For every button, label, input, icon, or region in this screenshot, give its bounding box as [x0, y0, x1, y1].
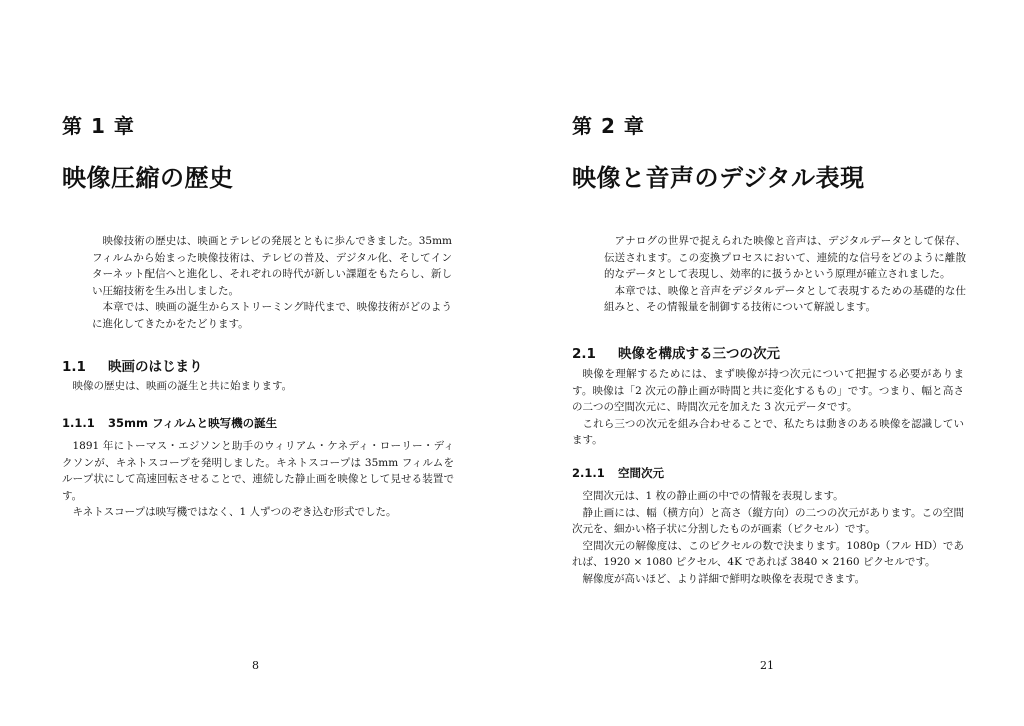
- subsection-body: [572, 488, 964, 587]
- section-number: 2.1: [572, 346, 596, 362]
- body-paragraph: 空間次元は、1 枚の静止画の中での情報を表現します。: [582, 490, 844, 502]
- section-title: 映画のはじまり: [108, 359, 203, 375]
- section-title: 映像を構成する三つの次元: [618, 346, 780, 362]
- abstract-paragraph: 本章では、映像と音声をデジタルデータとして表現するための基礎的な仕組みと、その情報量を制御する技術について解説します。: [604, 284, 966, 313]
- chapter-label: 第 1 章: [62, 114, 135, 138]
- body-paragraph: 映像の歴史は、映画の誕生と共に始まります。: [72, 380, 293, 392]
- chapter-abstract: [604, 233, 966, 316]
- section-heading: [62, 355, 203, 375]
- section-number: 1.1: [62, 359, 86, 375]
- body-paragraph: 解像度が高いほど、より詳細で鮮明な映像を表現できます。: [582, 572, 866, 585]
- abstract-paragraph: 映像技術の歴史は、映画とテレビの発展とともに歩んできました。35mm フィルムから始まった映像技術は、テレビの普及、デジタル化、そしてインターネット配信へと進化し、それぞれの時代が新しい課題をもたらし、新しい圧縮技術を生み出しました。: [92, 235, 452, 297]
- subsection-title: 35mm フィルムと映写機の誕生: [108, 416, 278, 430]
- section-heading: [572, 342, 780, 362]
- body-paragraph: キネトスコープは映写機ではなく、1 人ずつのぞき込む形式でした。: [72, 506, 397, 518]
- chapter-label: 第 2 章: [572, 114, 645, 138]
- subsection-number: 1.1.1: [62, 416, 95, 430]
- section-body: [62, 378, 454, 395]
- subsection-body: [62, 438, 454, 521]
- chapter-title: 映像圧縮の歴史: [62, 164, 234, 192]
- subsection-heading: [62, 415, 277, 431]
- right-page: [512, 0, 1024, 726]
- body-paragraph: 1891 年にトーマス・エジソンと助手のウィリアム・ケネディ・ローリー・ディクソンが、キネトスコープを発明しました。キネトスコープは 35mm フィルムをループ状にして高速回転させることで、連続した静止画を映像として見せる装置です。: [62, 440, 454, 502]
- body-paragraph: 映像を理解するためには、まず映像が持つ次元について把握する必要があります。映像は「2 次元の静止画が時間と共に変化するもの」です。つまり、幅と高さの二つの空間次元に、時間次元を加えた 3 次元データです。: [572, 368, 964, 413]
- subsection-heading: [572, 465, 664, 481]
- body-paragraph: これら三つの次元を組み合わせることで、私たちは動きのある映像を認識しています。: [572, 417, 964, 446]
- body-paragraph: 静止画には、幅（横方向）と高さ（縦方向）の二つの次元があります。この空間次元を、細かい格子状に分割したものが画素（ピクセル）です。: [572, 506, 964, 535]
- chapter-title: 映像と音声のデジタル表現: [572, 164, 865, 192]
- section-body: [572, 366, 964, 449]
- subsection-number: 2.1.1: [572, 466, 605, 480]
- chapter-abstract: [92, 233, 452, 332]
- page-number: 8: [252, 659, 259, 672]
- body-paragraph: 空間次元の解像度は、このピクセルの数で決まります。1080p（フル HD）であれば、1920 × 1080 ピクセル、4K であれば 3840 × 2160 ピクセルです。: [572, 539, 964, 568]
- page-number: 21: [760, 659, 774, 672]
- abstract-paragraph: 本章では、映画の誕生からストリーミング時代まで、映像技術がどのように進化してきたかをたどります。: [92, 301, 452, 330]
- subsection-title: 空間次元: [618, 466, 664, 480]
- abstract-paragraph: アナログの世界で捉えられた映像と音声は、デジタルデータとして保存、伝送されます。この変換プロセスにおいて、連続的な信号をどのように離散的なデータとして表現し、効率的に扱うかという原理が確立されました。: [604, 235, 966, 280]
